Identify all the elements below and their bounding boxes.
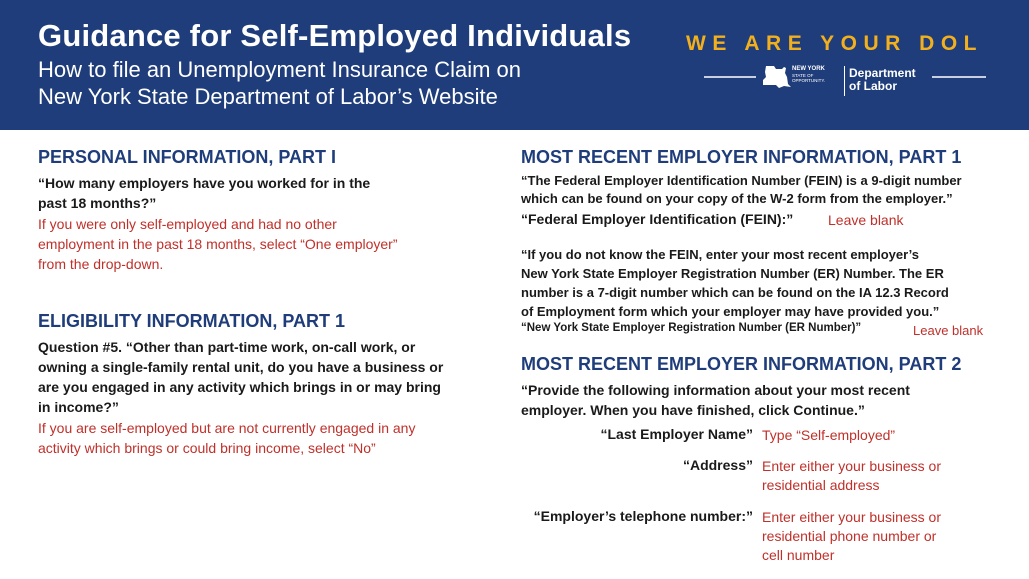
text-line: residential address bbox=[762, 477, 880, 493]
text-line: “The Federal Employer Identification Number (FEIN) is a 9-digit number bbox=[521, 173, 962, 188]
ny-wordmark-line-1: NEW YORK bbox=[792, 66, 825, 72]
text-line: Enter either your business or bbox=[762, 509, 941, 525]
text-line: If you are self-employed but are not currently engaged in any bbox=[38, 420, 416, 436]
fein-note bbox=[521, 172, 962, 208]
text-line: past 18 months?” bbox=[38, 195, 157, 211]
text-line: Question #5. “Other than part-time work, on-call work, or bbox=[38, 339, 416, 355]
department-wordmark bbox=[849, 67, 916, 93]
text-line: number is a 7-digit number which can be found on the IA 12.3 Record bbox=[521, 285, 949, 300]
department-wordmark-line-2: of Labor bbox=[849, 79, 897, 93]
eligibility-answer bbox=[38, 418, 415, 458]
address-label: “Address” bbox=[682, 457, 753, 473]
employer-telephone-value bbox=[762, 508, 941, 565]
logo-divider bbox=[844, 66, 845, 96]
er-label: “New York State Employer Registration Number (ER Number)” bbox=[521, 322, 862, 334]
page-subtitle-line-2: New York State Department of Labor’s Website bbox=[38, 84, 498, 109]
text-line: in income?” bbox=[38, 399, 119, 415]
last-employer-name-value bbox=[762, 426, 895, 445]
text-line: owning a single-family rental unit, do you have a business or bbox=[38, 359, 444, 375]
address-value bbox=[762, 457, 941, 495]
eligibility-question bbox=[38, 337, 443, 417]
ny-wordmark-line-3: OPPORTUNITY. bbox=[792, 78, 826, 83]
fein-value: Leave blank bbox=[828, 212, 904, 228]
page-title: Guidance for Self-Employed Individuals bbox=[38, 18, 632, 53]
text-line: New York State Employer Registration Number (ER) Number. The ER bbox=[521, 266, 944, 281]
ny-dol-logo bbox=[700, 64, 990, 100]
last-employer-name-label: “Last Employer Name” bbox=[600, 426, 753, 442]
text-line: employment in the past 18 months, select “One employer” bbox=[38, 236, 398, 252]
text-line: If you were only self-employed and had no other bbox=[38, 216, 337, 232]
er-value: Leave blank bbox=[913, 323, 984, 338]
fein-label: “Federal Employer Identification (FEIN):” bbox=[521, 211, 794, 227]
new-york-state-map-icon bbox=[760, 64, 792, 94]
employer-part2-intro bbox=[521, 380, 910, 420]
text-line: “If you do not know the FEIN, enter your most recent employer’s bbox=[521, 247, 920, 262]
ny-wordmark-line-2: STATE OF bbox=[792, 73, 814, 78]
ny-wordmark bbox=[792, 66, 842, 83]
eligibility-info-heading: ELIGIBILITY INFORMATION, PART 1 bbox=[38, 311, 346, 331]
text-line: which can be found on your copy of the W-2 form from the employer.” bbox=[521, 191, 953, 206]
page-subtitle-line-1: How to file an Unemployment Insurance Claim on bbox=[38, 57, 522, 82]
text-line: “How many employers have you worked for in the bbox=[38, 175, 371, 191]
personal-info-question bbox=[38, 173, 370, 213]
text-line: cell number bbox=[762, 547, 835, 563]
text-line: employer. When you have finished, click Continue.” bbox=[521, 402, 865, 418]
text-line: activity which brings or could bring income, select “No” bbox=[38, 440, 376, 456]
text-line: from the drop-down. bbox=[38, 256, 164, 272]
employer-part2-heading: MOST RECENT EMPLOYER INFORMATION, PART 2 bbox=[521, 354, 962, 374]
text-line: residential phone number or bbox=[762, 528, 937, 544]
header-banner bbox=[0, 0, 1029, 130]
slogan: WE ARE YOUR DOL bbox=[686, 32, 984, 55]
er-note bbox=[521, 245, 949, 321]
personal-info-heading: PERSONAL INFORMATION, PART I bbox=[38, 147, 337, 167]
text-line: of Employment form which your employer may have provided you.” bbox=[521, 304, 940, 319]
text-line: Type “Self-employed” bbox=[762, 427, 896, 443]
text-line: are you engaged in any activity which brings in or may bring bbox=[38, 379, 441, 395]
personal-info-answer bbox=[38, 214, 398, 274]
employer-part1-heading: MOST RECENT EMPLOYER INFORMATION, PART 1 bbox=[521, 147, 962, 167]
logo-rule-left bbox=[704, 76, 756, 78]
logo-rule-right bbox=[932, 76, 986, 78]
text-line: “Provide the following information about your most recent bbox=[521, 382, 910, 398]
text-line: Enter either your business or bbox=[762, 458, 941, 474]
employer-telephone-label: “Employer’s telephone number:” bbox=[533, 508, 753, 524]
department-wordmark-line-1: Department bbox=[849, 66, 916, 80]
